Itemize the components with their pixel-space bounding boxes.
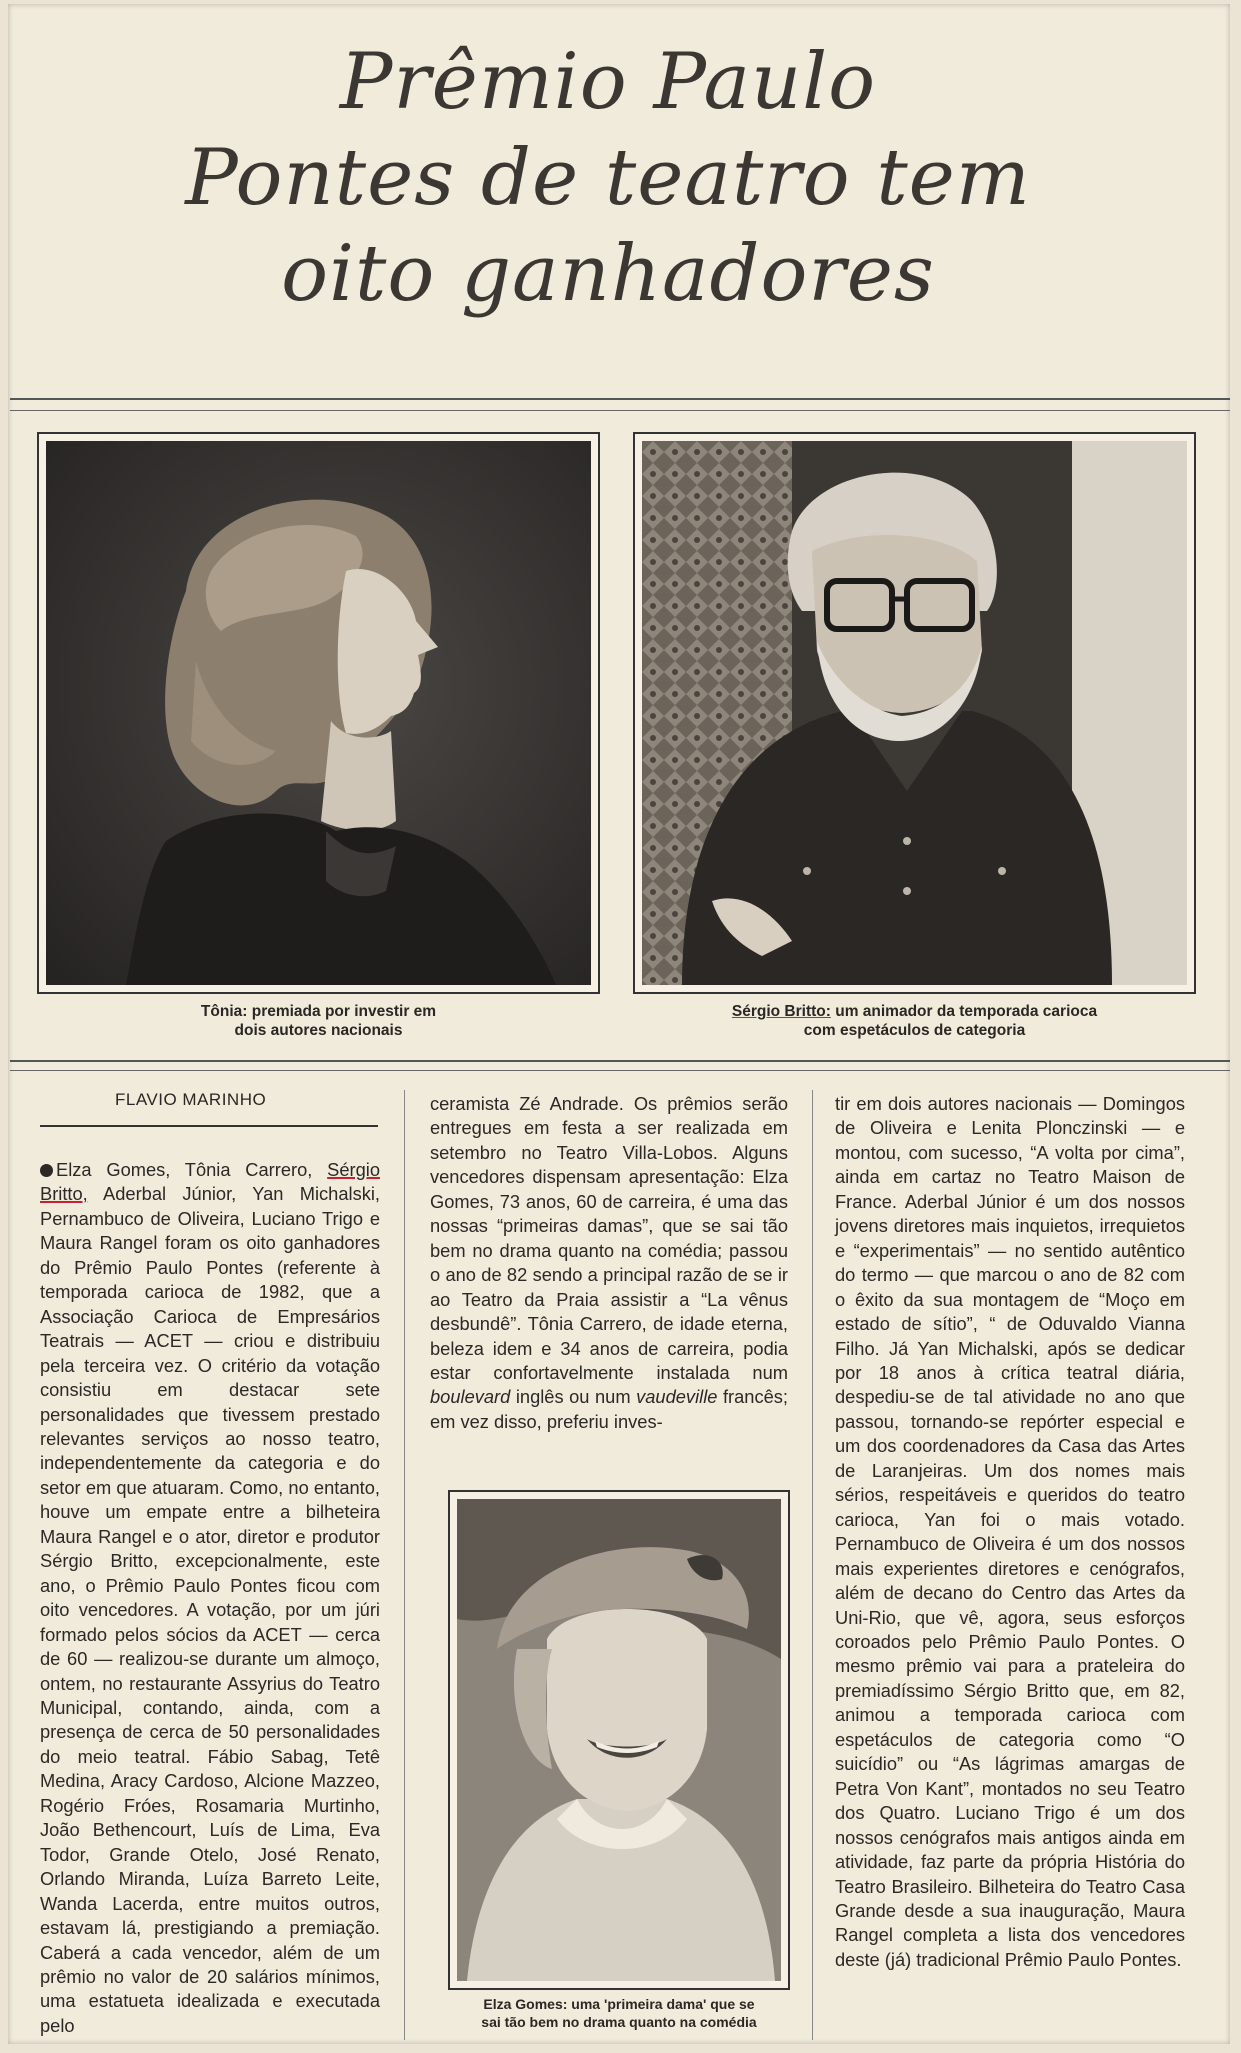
photo-tonia — [37, 432, 600, 994]
photo-elza-gomes — [448, 1490, 790, 1990]
photo-sergio-britto — [633, 432, 1196, 994]
caption-sergio-britto — [633, 1002, 1196, 1040]
article-column-2-paragraph — [430, 1092, 788, 1434]
col2-text-b: inglês ou num — [510, 1386, 637, 1408]
lead-text-b: Aderbal Júnior, Yan Michalski, Pernambuco de Oliveira, Luciano Trigo e Maura Rangel foram os oito ganhadores do Prêmio Paulo Pontes (referente à temporada carioca de 1982, que a Associação Carioca de Empresários Teatrais — ACET — criou e distribuiu pela terceira vez. O critério da votação consistiu em destacar sete personalidades que tivessem prestado relevantes serviços ao nosso teatro, independentemente da categoria e do setor em que atuaram. Como, no entanto, houve um empate entre a bilheteira Maura Rangel e o ator, diretor e produtor Sérgio Britto, excepcionalmente, este ano, o Prêmio Paulo Pontes ficou com oito vencedores. A votação, por um júri formado pelos sócios da ACET — cerca de 60 — realizou-se durante um almoço, ontem, no restaurante Assyrius do Teatro Municipal, contando, ainda, com a presença de cerca de 50 personalidades do meio teatral. Fábio Sabag, Tetê Medina, Aracy Cardoso, Alcione Mazzeo, Rogério Fróes, Rosamaria Murtinho, João Bethencourt, Luís de Lima, Eva Todor, Grande Otelo, José Renato, Orlando Miranda, Luíza Barreto Leite, Wanda Lacerda, entre muitos outros, estavam lá, prestigiando a premiação. Caberá a cada vencedor, além de um prêmio no valor de 20 salários mínimos, uma estatueta idealizada e executada pelo — [40, 1183, 380, 2036]
rule-under-headline-2 — [10, 410, 1230, 411]
lead-name-sergio: Sérgio Britto, — [40, 1159, 380, 1205]
headline-line-3: oito ganhadores — [281, 229, 935, 319]
col2-italic-boulevard: boulevard — [430, 1386, 511, 1408]
caption-tonia-line-1: Tônia: premiada por investir em — [200, 1003, 437, 1020]
article-column-1 — [40, 1158, 380, 2038]
caption-elza-line-2: sai tão bem no drama quanto na comédia — [481, 2014, 757, 2030]
lead-text-a: Elza Gomes, Tônia Carrero, — [56, 1159, 328, 1180]
caption-sergio-name: Sérgio Britto: — [731, 1003, 831, 1020]
byline: FLAVIO MARINHO — [115, 1090, 267, 1109]
column-divider-2 — [812, 1090, 813, 2040]
headline-line-1: Prêmio Paulo — [339, 37, 877, 127]
sergio-britto-portrait-image — [642, 441, 1187, 985]
headline-line-2: Pontes de teatro tem — [185, 133, 1031, 223]
article-column-3-paragraph: tir em dois autores nacionais — Domingos de Oliveira e Lenita Plonczinski — e montou, com sucesso, “A volta por cima”, ainda em cartaz no Teatro Maison de France. Aderbal Júnior é um dos nossos jovens diretores mais inquietos, irrequietos e “experimentais” — no sentido autêntico do termo — que marcou o ano de 82 com o êxito da sua montagem de “Moço em estado de sítio”, “ de Oduvaldo Vianna Filho. Já Yan Michalski, após se dedicar por 18 anos à crítica teatral diária, despediu-se de tal atividade no ano que passou, tornando-se repórter especial e um dos coordenadores da Casa das Artes de Laranjeiras. Um dos nomes mais sérios, respeitáveis e queridos do teatro carioca, Yan foi o mais votado. Pernambuco de Oliveira é um dos nossos mais experientes diretores e cenógrafos, além de decano do Centro das Artes da Uni-Rio, que vê, agora, seus esforços coroados pelo Prêmio Paulo Pontes. O mesmo prêmio vai para a prateleira do premiadíssimo Sérgio Britto que, em 82, animou a temporada carioca com espetáculos de categoria como “O suicídio” ou “As lágrimas amargas de Petra Von Kant”, montados no seu Teatro dos Quatro. Luciano Trigo é um dos nossos cenógrafos mais antigos ainda em atividade, faz parte da própria História do Teatro Brasileiro. Bilheteira do Teatro Casa Grande desde a sua inauguração, Maura Rangel completa a lista dos vencedores deste (já) tradicional Prêmio Paulo Pontes. — [835, 1093, 1185, 1970]
tonia-portrait-image — [46, 441, 591, 985]
caption-sergio-line-2: com espetáculos de categoria — [803, 1022, 1026, 1039]
col2-italic-vaudeville: vaudeville — [636, 1386, 718, 1408]
article-lead-paragraph — [40, 1158, 380, 2038]
col2-text-a: ceramista Zé Andrade. Os prêmios serão entregues em festa a ser realizada em setembro no Teatro Villa-Lobos. Alguns vencedores dispensam apresentação: Elza Gomes, 73 anos, 60 de carreira, é uma das nossas “primeiras damas”, que se sai tão bem no drama quanto na comédia; passou o ano de 82 sendo a principal razão de se ir ao Teatro da Praia assistir a “La vênus desbundê”. Tônia Carrero, de idade eterna, beleza idem e 34 anos de carreira, podia estar confortavelmente instalada num — [430, 1093, 788, 1383]
byline-rule — [40, 1125, 378, 1127]
headline — [108, 34, 1108, 322]
column-divider-1 — [404, 1090, 405, 2040]
article-column-2 — [430, 1092, 788, 1434]
caption-tonia-line-2: dois autores nacionais — [234, 1022, 403, 1039]
elza-gomes-portrait-image — [457, 1499, 781, 1981]
caption-elza-line-1: Elza Gomes: uma 'primeira dama' que se — [483, 1996, 755, 2012]
caption-sergio-line-1-rest: um animador da temporada carioca — [830, 1003, 1098, 1020]
article-column-3 — [835, 1092, 1185, 1972]
caption-elza-gomes — [448, 1995, 790, 2031]
rule-under-photos — [10, 1060, 1230, 1062]
rule-under-headline — [10, 398, 1230, 400]
rule-under-photos-2 — [10, 1070, 1230, 1071]
lead-bullet-icon — [40, 1164, 53, 1177]
caption-sergio-line-1 — [633, 1002, 1196, 1021]
col2-text-c: francês; em vez disso, preferiu inves- — [430, 1386, 789, 1432]
caption-tonia — [37, 1002, 600, 1040]
